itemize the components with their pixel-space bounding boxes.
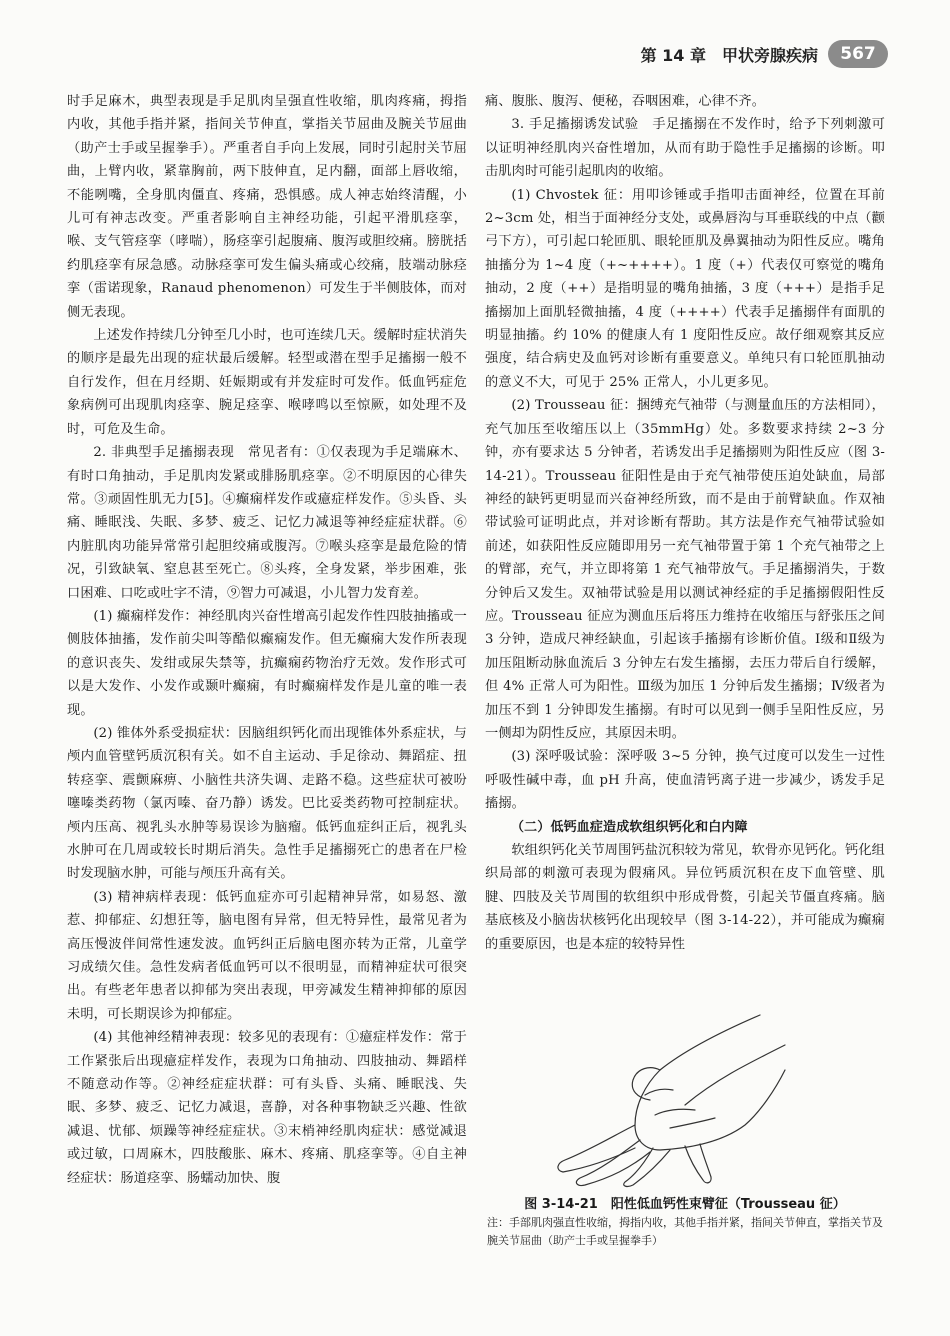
paragraph: 2. 非典型手足搐搦表现 常见者有：①仅表现为手足端麻木、有时口角抽动，手足肌肉发紧或腓肠肌痉挛。②不明原因的心律失常。③顽固性肌无力[5]。④癫痫样发作或癔症样发作。⑤头昏、头痛、睡眠浅、失眠、多梦、疲乏、记忆力减退等神经症症状群。⑥内脏肌肉功能异常常引起胆绞痛或腹泻。⑦喉头痉挛是最危险的情况，引致缺氧、窒息甚至死亡。⑧头疼，全身发紧，举步困难，张口困难、口吃或吐字不清，⑨智力可减退，小儿智力发育差。 (67, 445, 467, 601)
paragraph: (2) Trousseau 征：捆缚充气袖带（与测量血压的方法相同），充气加压至收缩压以上（35mmHg）处。多数要求持续 2~3 分钟，亦有要求达 5 分钟者，若诱发出手足搐搦则为阳性反应（图 3-14-21）。Trousseau 征阳性是由于充气袖带使压迫处缺血，局部神经的缺钙更明显而兴奋神经所致，而不是由于前臂缺血。作双袖带试验可证明此点，并对诊断有帮助。其方法是作充气袖带试验如前述，如获阳性反应随即用另一充气袖带置于第 1 个充气袖带之上的臂部，充气，并立即将第 1 充气袖带放气。手足搐搦消失，于数分钟后又发生。双袖带试验是用以测试神经症的手足搐搦假阳性反应。Trousseau 征应为测血压后将压力维持在收缩压与舒张压之间 3 分钟，造成尺神经缺血，引起该手搐搦有诊断价值。Ⅰ级和Ⅱ级为加压阻断动脉血流后 3 分钟左右发生搐搦，去压力带后自行缓解，但 4% 正常人可为阳性。Ⅲ级为加压 1 分钟后发生搐搦；Ⅳ级者为加压不到 1 分钟即发生搐搦。有时可以见到一侧手呈阳性反应，另一侧却为阴性反应，其原因未明。 (485, 398, 885, 741)
section-heading: （二）低钙血症造成软组织钙化和白内障 (511, 819, 748, 835)
paragraph: (3) 深呼吸试验：深呼吸 3~5 分钟，换气过度可以发生一过性呼吸性碱中毒，血 pH 升高，使血清钙离子进一步减少，诱发手足搐搦。 (485, 749, 885, 812)
left-column (67, 90, 467, 1190)
right-column (485, 90, 885, 956)
paragraph: 3. 手足搐搦诱发试验 手足搐搦在不发作时，给予下列刺激可以证明神经肌肉兴奋性增加，从而有助于隐性手足搐搦的诊断。叩击肌肉时可能引起肌肉的收缩。 (485, 117, 885, 180)
paragraph: (4) 其他神经精神表现：较多见的表现有：①癔症样发作：常于工作紧张后出现癔症样发作，表现为口角抽动、四肢抽动、舞蹈样不随意动作等。②神经症症状群：可有头昏、头痛、睡眠浅、失眠、多梦、疲乏、记忆力减退，喜静，对各种事物缺乏兴趣、性欲减退、忧郁、烦躁等神经症症状。③末梢神经肌肉症状：感觉减退或过敏，口周麻木，四肢酸胀、麻木、疼痛、肌痉挛等。④自主神经症状：肠道痉挛、肠蠕动加快、腹 (67, 1030, 467, 1186)
paragraph: 痛、腹胀、腹泻、便秘，吞咽困难，心律不齐。 (485, 94, 766, 109)
page-number-badge: 567 (828, 40, 888, 68)
paragraph: (3) 精神病样表现：低钙血症亦可引起精神异常，如易怒、激惹、抑郁症、幻想狂等，脑电图有异常，但无特异性，最常见者为高压慢波伴间常性速发波。血钙纠正后脑电图亦转为正常，儿童学习成绩欠佳。急性发病者低血钙可以不很明显，而精神症状可很突出。有些老年患者以抑郁为突出表现，甲旁减发生精神抑郁的原因未明，可长期误诊为抑郁症。 (67, 889, 467, 1022)
figure-caption: 图 3-14-21 阳性低血钙性束臂征（Trousseau 征） (524, 1197, 846, 1212)
paragraph: 时手足麻木，典型表现是手足肌肉呈强直性收缩，肌肉疼痛，拇指内收，其他手指并紧，指间关节伸直，掌指关节屈曲及腕关节屈曲（助产士手或呈握拳手）。严重者自手向上发展，同时引起肘关节屈曲，上臂内收，紧靠胸前，两下肢伸直，足内翻，面部上唇收缩，不能咧嘴，全身肌肉僵直、疼痛，恐惧感。成人神志始终清醒，小儿可有神志改变。严重者影响自主神经功能，引起平滑肌痉挛，喉、支气管痉挛（哮喘），肠痉挛引起腹痛、腹泻或胆绞痛。膀胱括约肌痉挛有尿急感。动脉痉挛可发生偏头痛或心绞痛，肢端动脉痉挛（雷诺现象，Ranaud phenomenon）可发生于半侧肢体，而对侧无表现。 (67, 94, 467, 320)
paragraph: (1) Chvostek 征：用叩诊锤或手指叩击面神经，位置在耳前 2~3cm 处，相当于面神经分支处，或鼻唇沟与耳垂联线的中点（颧弓下方），可引起口轮匝肌、眼轮匝肌及鼻翼抽动为阳性反应。嘴角抽搐分为 1~4 度（+~++++）。1 度（+）代表仅可察觉的嘴角抽动，2 度（++）是指明显的嘴角抽搐，3 度（+++）是指手足搐搦加上面肌轻微抽搐，4 度（++++）代表手足搐搦伴有面肌的明显抽搐。约 10% 的健康人有 1 度阳性反应。故仔细观察其反应强度，结合病史及血钙对诊断有重要意义。单纯只有口轮匝肌抽动的意义不大，可见于 25% 正常人，小儿更多见。 (485, 187, 885, 390)
page-header (641, 40, 888, 68)
paragraph: (2) 锥体外系受损症状：因脑组织钙化而出现锥体外系症状，与颅内血管壁钙质沉积有关。如不自主运动、手足徐动、舞蹈症、扭转痉挛、震颤麻痹、小脑性共济失调、走路不稳。这些症状可被吩噻嗪类药物（氯丙嗪、奋乃静）诱发。巴比妥类药物可控制症状。颅内压高、视乳头水肿等易误诊为脑瘤。低钙血症纠正后，视乳头水肿可在几周或较长时期后消失。急性手足搐搦死亡的患者在尸检时发现脑水肿，可能与颅压升高有关。 (67, 725, 467, 882)
trousseau-hand-figure (485, 1010, 885, 1188)
paragraph: (1) 癫痫样发作：神经肌肉兴奋性增高引起发作性四肢抽搐或一侧肢体抽搐，发作前尖叫等酷似癫痫发作。但无癫痫大发作所表现的意识丧失、发绀或尿失禁等，抗癫痫药物治疗无效。发作形式可以是大发作、小发作或颞叶癫痫，有时癫痫样发作是儿童的唯一表现。 (67, 608, 467, 718)
paragraph: 软组织钙化关节周围钙盐沉积较为常见，软骨亦见钙化。钙化组织局部的刺激可表现为假痛风。异位钙质沉积在皮下血管壁、肌腱、四肢及关节周围的软组织中形成骨赘，引起关节僵直疼痛。脑基底核及小脑齿状核钙化出现较早（图 3-14-22），并可能成为癫痫的重要原因，也是本症的较特异性 (485, 843, 885, 952)
paragraph: 上述发作持续几分钟至几小时，也可连续几天。缓解时症状消失的顺序是最先出现的症状最后缓解。轻型或潜在型手足搐搦一般不自行发作，但在月经期、妊娠期或有并发症时可发作。低血钙症危象病例可出现肌肉痉挛、腕足痉挛、喉哮鸣以至惊厥，如处理不及时，可危及生命。 (67, 328, 467, 437)
hand-illustration (485, 1010, 885, 1188)
chapter-title: 第 14 章 甲状旁腺疾病 (640, 45, 818, 65)
figure-note: 注：手部肌肉强直性收缩，拇指内收，其他手指并紧，指间关节伸直，掌指关节及腕关节屈曲（助产士手或呈握拳手） (487, 1216, 883, 1247)
